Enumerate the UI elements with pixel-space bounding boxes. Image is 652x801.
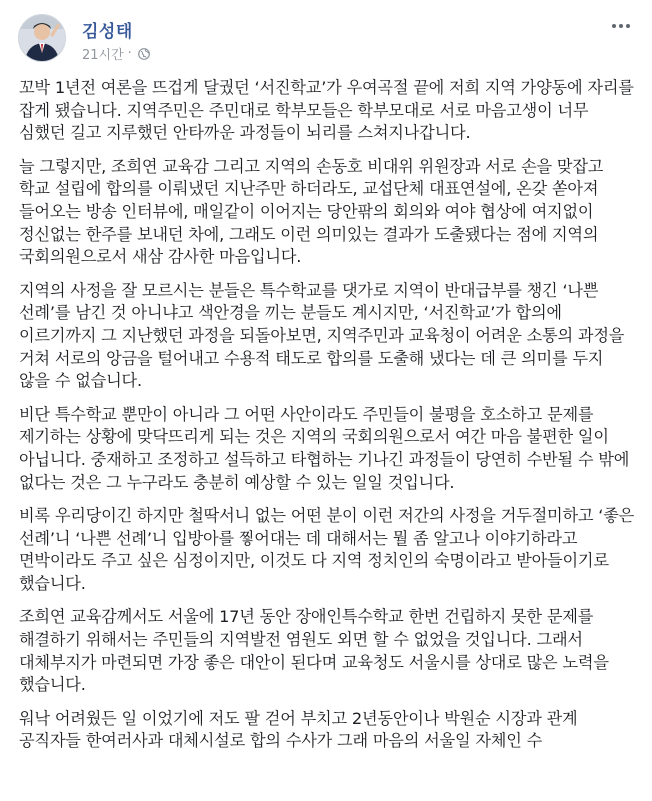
post-paragraph: 비단 특수학교 뿐만이 아니라 그 어떤 사안이라도 주민들이 불평을 호소하고 문제를 제기하는 상황에 맞닥뜨리게 되는 것은 지역의 국회의원으로서 여간 마음 불편한 일이 아닙니다. 중재하고 조정하고 설득하고 타협하는 기나긴 과정들이 당연히 수반될 수 밖에 없다는 것은 그 누구라도 충분히 예상할 수 있는 일일 것입니다. xyxy=(19,404,630,492)
author-avatar[interactable] xyxy=(18,14,66,62)
more-dot-icon xyxy=(626,24,630,28)
meta-separator: · xyxy=(127,46,132,61)
post-body xyxy=(19,77,637,764)
author-name[interactable]: 김성태 xyxy=(82,22,133,42)
post-paragraph: 늘 그렇지만, 조희연 교육감 그리고 지역의 손동호 비대위 위원장과 서로 손을 맞잡고 학교 설립에 합의를 이뤄냈던 지난주만 하더라도, 교섭단체 대표연설에, 온갖 쏟아져 들어오는 방송 인터뷰에, 매일같이 이어지는 당안팎의 회의와 여야 협상에 여지없이 정신없는 한주를 보내던 차에, 그래도 이런 의미있는 결과가 도출됐다는 점에 지역의 국회의원으로서 새삼 감사한 마음입니다. xyxy=(19,156,604,267)
post-header xyxy=(18,14,638,70)
post-paragraph: 꼬박 1년전 여론을 뜨겁게 달궜던 ‘서진학교’가 우여곡절 끝에 저희 지역 가양동에 자리를 잡게 됐습니다. 지역주민은 주민대로 학부모들은 학부모대로 서로 마음고생이 너무 심했던 길고 지루했던 안타까운 과정들이 뇌리를 스쳐지나갑니다. xyxy=(19,78,634,143)
post-paragraph: 비록 우리당이긴 하지만 철딱서니 없는 어떤 분이 이런 저간의 사정을 거두절미하고 ‘좋은 선례’니 ‘나쁜 선례’니 입방아를 찧어대는 데 대해서는 뭘 좀 알고나 이야기하라고 면박이라도 주고 싶은 심정이지만, 이것도 다 지역 정치인의 숙명이라고 받아들이기로 했습니다. xyxy=(19,506,635,593)
post-meta xyxy=(82,44,150,63)
post-timestamp[interactable]: 21시간 xyxy=(82,48,124,63)
more-dot-icon xyxy=(612,24,616,28)
more-dot-icon xyxy=(619,24,623,28)
more-options-button[interactable] xyxy=(608,16,634,36)
post-paragraph: 지역의 사정을 잘 모르시는 분들은 특수학교를 댓가로 지역이 반대급부를 챙긴 ‘나쁜 선례’를 남긴 것 아니냐고 색안경을 끼는 분들도 계시지만, ‘서진학교’가 합의에 이르기까지 그 지난했던 과정을 되돌아보면, 지역주민과 교육청이 어려운 소통의 과정을 거쳐 서로의 앙금을 털어내고 수용적 태도로 합의를 도출해 냈다는 데 큰 의미를 두지 않을 수 없습니다. xyxy=(19,280,625,391)
post-paragraph: 조희연 교육감께서도 서울에 17년 동안 장애인특수학교 한번 건립하지 못한 문제를 해결하기 위해서는 주민들의 지역발전 염원도 외면 할 수 없었을 것입니다. 그래서 대체부지가 마련되면 가장 좋은 대안이 된다며 교육청도 서울시를 상대로 많은 노력을 했습니다. xyxy=(19,607,609,695)
globe-icon[interactable] xyxy=(138,48,150,60)
avatar-photo xyxy=(19,15,65,61)
post-paragraph: 워낙 어려웠든 일 이었기에 저도 팔 걷어 부치고 2년동안이나 박원순 시장과 관계 공직자들 한여러사과 대체시설로 합의 수사가 그래 마음의 서울일 자체인 수 xyxy=(19,708,578,751)
